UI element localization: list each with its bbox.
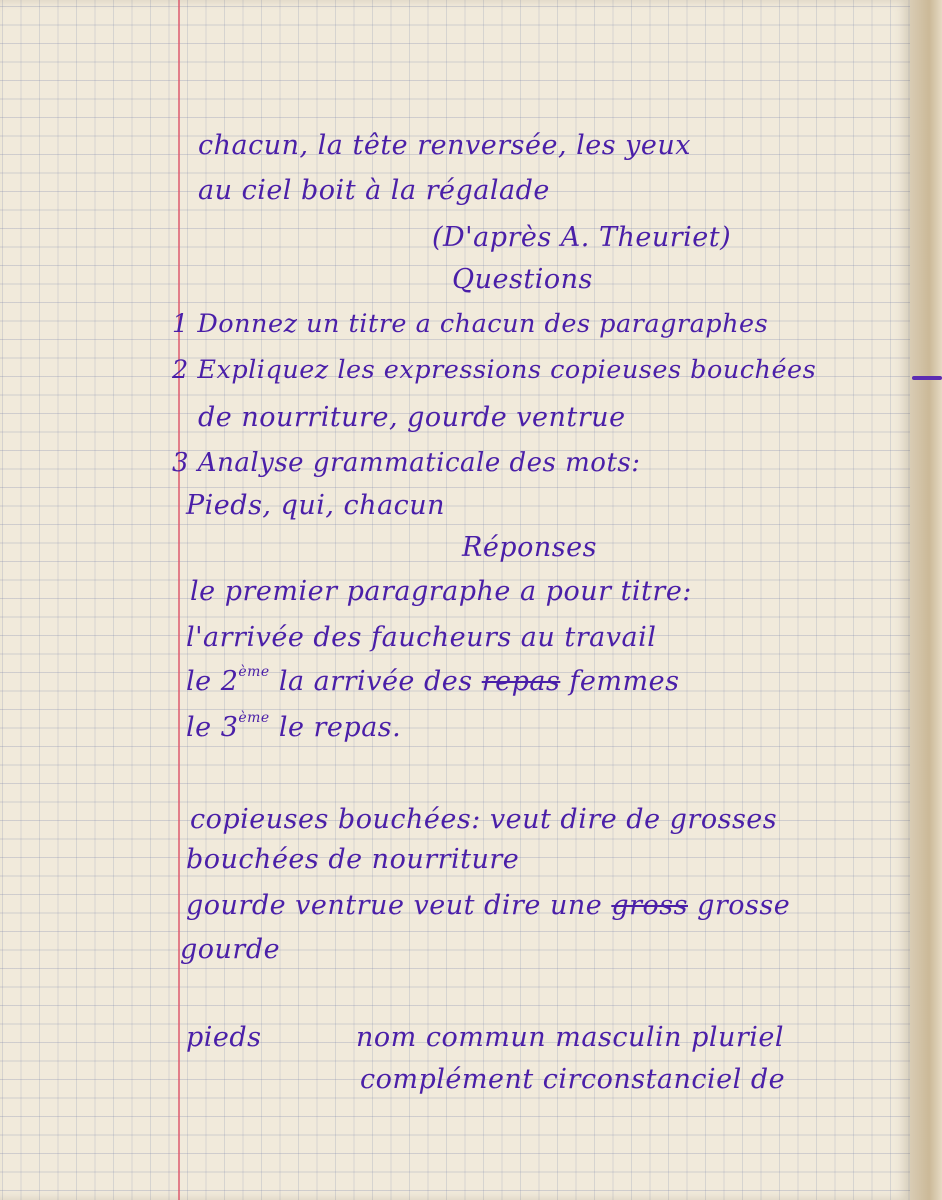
answer-line-2: l'arrivée des faucheurs au travail (186, 622, 657, 653)
answer-line-5: copieuses bouchées: veut dire de grosses (190, 804, 778, 835)
struck-word: gross (611, 890, 688, 921)
answer-line-1: le premier paragraphe a pour titre: (190, 576, 692, 607)
source-citation: (D'après A. Theuriet) (432, 222, 732, 253)
superscript-eme: ème (238, 710, 270, 726)
answer-line-4-end: le repas. (278, 712, 402, 743)
page-edge (910, 0, 942, 1200)
question-2: 2 Expliquez les expressions copieuses bouchées (172, 355, 817, 385)
answer-line-4 (186, 710, 402, 743)
answer-line-8: gourde (180, 934, 281, 965)
answer-line-3-middle: la arrivée des (278, 666, 473, 697)
answer-line-7-start: gourde ventrue veut dire une (186, 890, 603, 921)
answer-line-3 (186, 664, 680, 697)
answer-line-4-start: le 3 (186, 712, 239, 743)
questions-heading: Questions (452, 264, 593, 295)
question-2-continued: de nourriture, gourde ventrue (198, 402, 626, 433)
margin-line (178, 0, 180, 1200)
superscript-eme: ème (238, 664, 270, 680)
text-line-1: chacun, la tête renversée, les yeux (198, 130, 692, 161)
answers-heading: Réponses (462, 532, 597, 563)
analysis-word: pieds (186, 1022, 262, 1053)
question-3-words: Pieds, qui, chacun (186, 490, 446, 521)
ink-mark (912, 376, 942, 380)
answer-line-7 (186, 892, 790, 919)
answer-line-7-end: grosse (697, 890, 791, 921)
question-3: 3 Analyse grammaticale des mots: (172, 448, 641, 478)
analysis-line-2: complément circonstanciel de (360, 1064, 786, 1095)
question-1: 1 Donnez un titre a chacun des paragraphes (172, 309, 769, 339)
analysis-line-1: nom commun masculin pluriel (356, 1022, 785, 1053)
text-line-2: au ciel boit à la régalade (198, 175, 550, 206)
answer-line-3-end: femmes (569, 666, 680, 697)
answer-line-6: bouchées de nourriture (186, 844, 520, 875)
struck-word: repas (481, 666, 561, 697)
answer-line-3-start: le 2 (186, 666, 239, 697)
